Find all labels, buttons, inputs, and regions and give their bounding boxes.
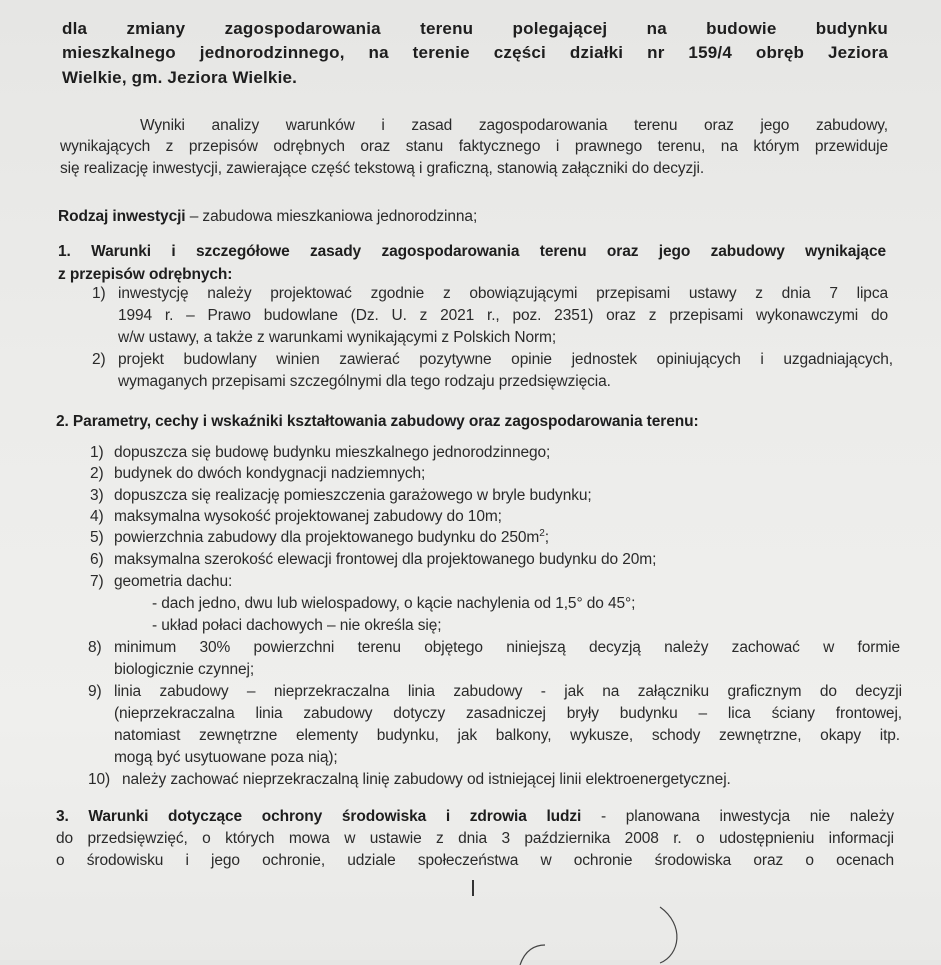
section3-line-3: o środowisku i jego ochronie, udziale społeczeństwa w ochronie środowiska oraz o ocenach	[56, 852, 894, 869]
section3-line-2: do przedsięwzięć, o których mowa w ustawie z dnia 3 października 2008 r. o udostępnieniu informacji	[56, 830, 894, 847]
investment-type	[58, 208, 477, 226]
section2-item-9-line-3: natomiast zewnętrzne elementy budynku, jak balkony, wykusze, schody zewnętrzne, okapy itp.	[114, 727, 900, 744]
intro-line-2: wynikających z przepisów odrębnych oraz stanu faktycznego i prawnego terenu, na którym przewiduje	[60, 138, 888, 155]
section2-item-1-num: 1)	[90, 444, 104, 461]
section2-item-4-num: 4)	[90, 508, 104, 525]
section1-item-1-line-3: w/w ustawy, a także z warunkami wynikającymi z Polskich Norm;	[118, 329, 557, 346]
section2-item-9-line-1: linia zabudowy – nieprzekraczalna linia zabudowy - jak na załączniku graficznym do decyzji	[114, 683, 902, 700]
heading-line-1: dla zmiany zagospodarowania terenu polegającej na budowie budynku	[62, 19, 888, 38]
superscript: 2	[539, 527, 545, 539]
section2-item-7-num: 7)	[90, 573, 104, 590]
section2-item-8-num: 8)	[88, 639, 102, 656]
section2-item-9-line-2: (nieprzekraczalna linia zabudowy dotyczy zasadniczej bryły budynku – lica ściany frontowej,	[114, 705, 902, 722]
section1-title-line-1: 1. Warunki i szczegółowe zasady zagospodarowania terenu oraz jego zabudowy wynikające	[58, 243, 886, 260]
section1-item-2-line-2: wymaganych przepisami szczególnymi dla tego rodzaju przedsięwzięcia.	[118, 373, 611, 390]
intro-line-3: się realizację inwestycji, zawierające część tekstową i graficzną, stanowią załączniki do decyzji.	[60, 160, 705, 177]
section1-item-1-num: 1)	[92, 285, 106, 302]
section2-item-10-text: należy zachować nieprzekraczalną linię zabudowy od istniejącej linii elektroenergetycznej.	[122, 771, 731, 788]
heading-line-2: mieszkalnego jednorodzinnego, na terenie części działki nr 159/4 obręb Jeziora	[62, 43, 888, 62]
section2-item-5-suffix: ;	[544, 529, 549, 546]
section2-item-4-text: maksymalna wysokość projektowanej zabudowy do 10m;	[114, 508, 502, 525]
section1-item-1-line-1: inwestycję należy projektować zgodnie z obowiązującymi przepisami ustawy z dnia 7 lipca	[118, 285, 888, 302]
section2-item-3-text: dopuszcza się realizację pomieszczenia garażowego w bryle budynku;	[114, 487, 592, 504]
investment-type-value: – zabudowa mieszkaniowa jednorodzinna;	[185, 208, 478, 225]
section1-item-2-num: 2)	[92, 351, 106, 368]
section2-item-2-text: budynek do dwóch kondygnacji nadziemnych;	[114, 465, 426, 482]
section2-item-9-line-4: mogą być usytuowane poza nią);	[114, 749, 338, 766]
section2-item-7-sub-2: - układ połaci dachowych – nie określa się;	[152, 617, 442, 634]
section2-item-1-text: dopuszcza się budowę budynku mieszkalnego jednorodzinnego;	[114, 444, 551, 461]
section2-item-3-num: 3)	[90, 487, 104, 504]
section2-item-9-num: 9)	[88, 683, 102, 700]
section2-item-5-num: 5)	[90, 529, 104, 546]
signature-arc-icon	[500, 905, 700, 965]
section2-item-10-num: 10)	[88, 771, 111, 788]
heading-line-3: Wielkie, gm. Jeziora Wielkie.	[62, 68, 298, 87]
section2-title: 2. Parametry, cechy i wskaźniki kształtowania zabudowy oraz zagospodarowania terenu:	[56, 413, 699, 430]
section2-item-6-num: 6)	[90, 551, 104, 568]
section2-item-5	[114, 529, 549, 547]
section1-item-2-line-1: projekt budowlany winien zawierać pozytywne opinie jednostek opiniujących i uzgadniających,	[118, 351, 893, 368]
section3-title: 3. Warunki dotyczące ochrony środowiska i zdrowia ludzi	[56, 808, 582, 825]
section3-line-1	[56, 808, 894, 826]
section1-title-line-2: z przepisów odrębnych:	[58, 266, 233, 283]
section1-item-1-line-2: 1994 r. – Prawo budowlane (Dz. U. z 2021 r., poz. 2351) oraz z przepisami wykonawczymi do	[118, 307, 888, 324]
investment-type-label: Rodzaj inwestycji	[58, 208, 186, 225]
section3-line-1-rest: - planowana inwestycja nie należy	[581, 808, 895, 825]
section2-item-7-text: geometria dachu:	[114, 573, 233, 590]
section2-item-2-num: 2)	[90, 465, 104, 482]
section2-item-6-text: maksymalna szerokość elewacji frontowej dla projektowanego budynku do 20m;	[114, 551, 657, 568]
section2-item-5-text: powierzchnia zabudowy dla projektowanego budynku do 250m	[114, 529, 540, 546]
pen-mark	[472, 880, 474, 896]
section2-item-7-sub-1: - dach jedno, dwu lub wielospadowy, o kącie nachylenia od 1,5° do 45°;	[152, 595, 636, 612]
intro-line-1: Wyniki analizy warunków i zasad zagospodarowania terenu oraz jego zabudowy,	[140, 117, 888, 134]
section2-item-8-line-1: minimum 30% powierzchni terenu objętego niniejszą decyzją należy zachować w formie	[114, 639, 900, 656]
section2-item-8-line-2: biologicznie czynnej;	[114, 661, 255, 678]
